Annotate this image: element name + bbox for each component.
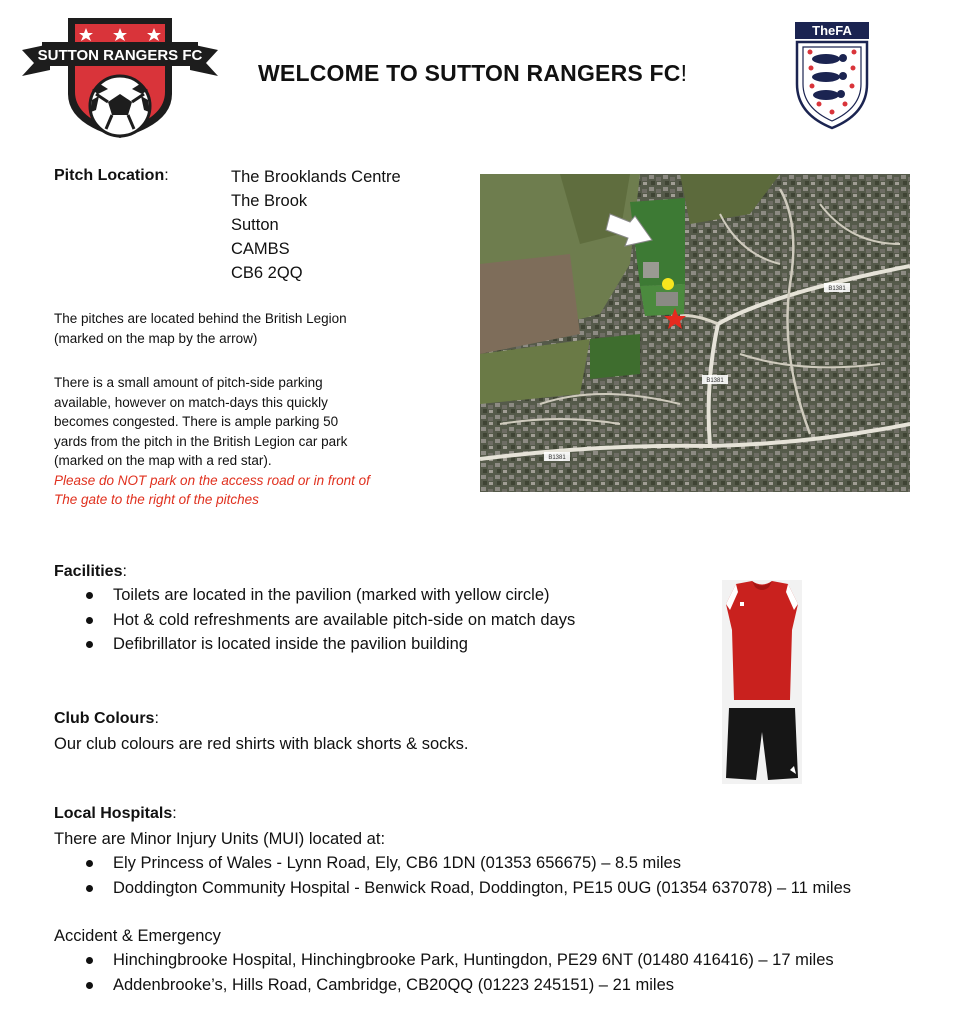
parking-warning: The gate to the right of the pitches	[54, 492, 259, 507]
pitch-note: The pitches are located behind the British Legion (marked on the map by the arrow)	[54, 311, 347, 346]
ae-label: Accident & Emergency	[54, 927, 221, 945]
facilities-label: Facilities:	[54, 563, 127, 580]
ae-list	[54, 948, 934, 997]
club-logo-text: SUTTON RANGERS FC	[37, 47, 203, 64]
fa-logo-text: TheFA	[812, 23, 852, 38]
list-item: Doddington Community Hospital - Benwick Road, Doddington, PE15 0UG (01354 637078) – 11 miles	[54, 876, 934, 901]
club-logo	[20, 14, 220, 142]
pitch-address	[231, 165, 401, 285]
club-colours-text: Our club colours are red shirts with black shorts & socks.	[54, 735, 469, 753]
list-item: Toilets are located in the pavilion (marked with yellow circle)	[54, 583, 694, 608]
map-pavilion-marker	[662, 278, 674, 290]
page-title: WELCOME TO SUTTON RANGERS FC!	[258, 60, 688, 86]
address-line: The Brook	[231, 192, 308, 210]
facilities-list	[54, 583, 694, 657]
mui-list	[54, 851, 934, 900]
map-road-label: B1381	[706, 378, 724, 384]
fa-logo	[794, 22, 870, 130]
address-line: CB6 2QQ	[231, 264, 303, 282]
list-item: Hot & cold refreshments are available pitch-side on match days	[54, 608, 694, 633]
parking-warning: Please do NOT park on the access road or in front of	[54, 472, 370, 488]
list-item: Hinchingbrooke Hospital, Hinchingbrooke Park, Huntingdon, PE29 6NT (01480 416416) – 17 miles	[54, 948, 934, 973]
address-line: CAMBS	[231, 240, 290, 258]
location-map	[480, 174, 910, 492]
address-line: Sutton	[231, 216, 279, 234]
kit-image	[722, 580, 802, 784]
address-line: The Brooklands Centre	[231, 168, 401, 186]
pitch-location-label: Pitch Location:	[54, 167, 169, 184]
list-item: Ely Princess of Wales - Lynn Road, Ely, CB6 1DN (01353 656675) – 8.5 miles	[54, 851, 934, 876]
hospitals-intro: There are Minor Injury Units (MUI) located at:	[54, 830, 386, 848]
hospitals-label: Local Hospitals:	[54, 805, 177, 822]
club-colours-label: Club Colours:	[54, 710, 159, 727]
parking-note: There is a small amount of pitch-side parking available, however on match-days this quickly becomes congested. There is ample parking 50 yards from the pitch in the British Legion car park (marked on the map with a red star). Please do NOT park on the access road or in front of The gate to the right of the pitches	[54, 373, 414, 510]
map-road-label: B1381	[828, 286, 846, 292]
list-item: Addenbrooke’s, Hills Road, Cambridge, CB20QQ (01223 245151) – 21 miles	[54, 973, 934, 998]
map-road-label: B1381	[548, 455, 566, 461]
list-item: Defibrillator is located inside the pavilion building	[54, 632, 694, 657]
